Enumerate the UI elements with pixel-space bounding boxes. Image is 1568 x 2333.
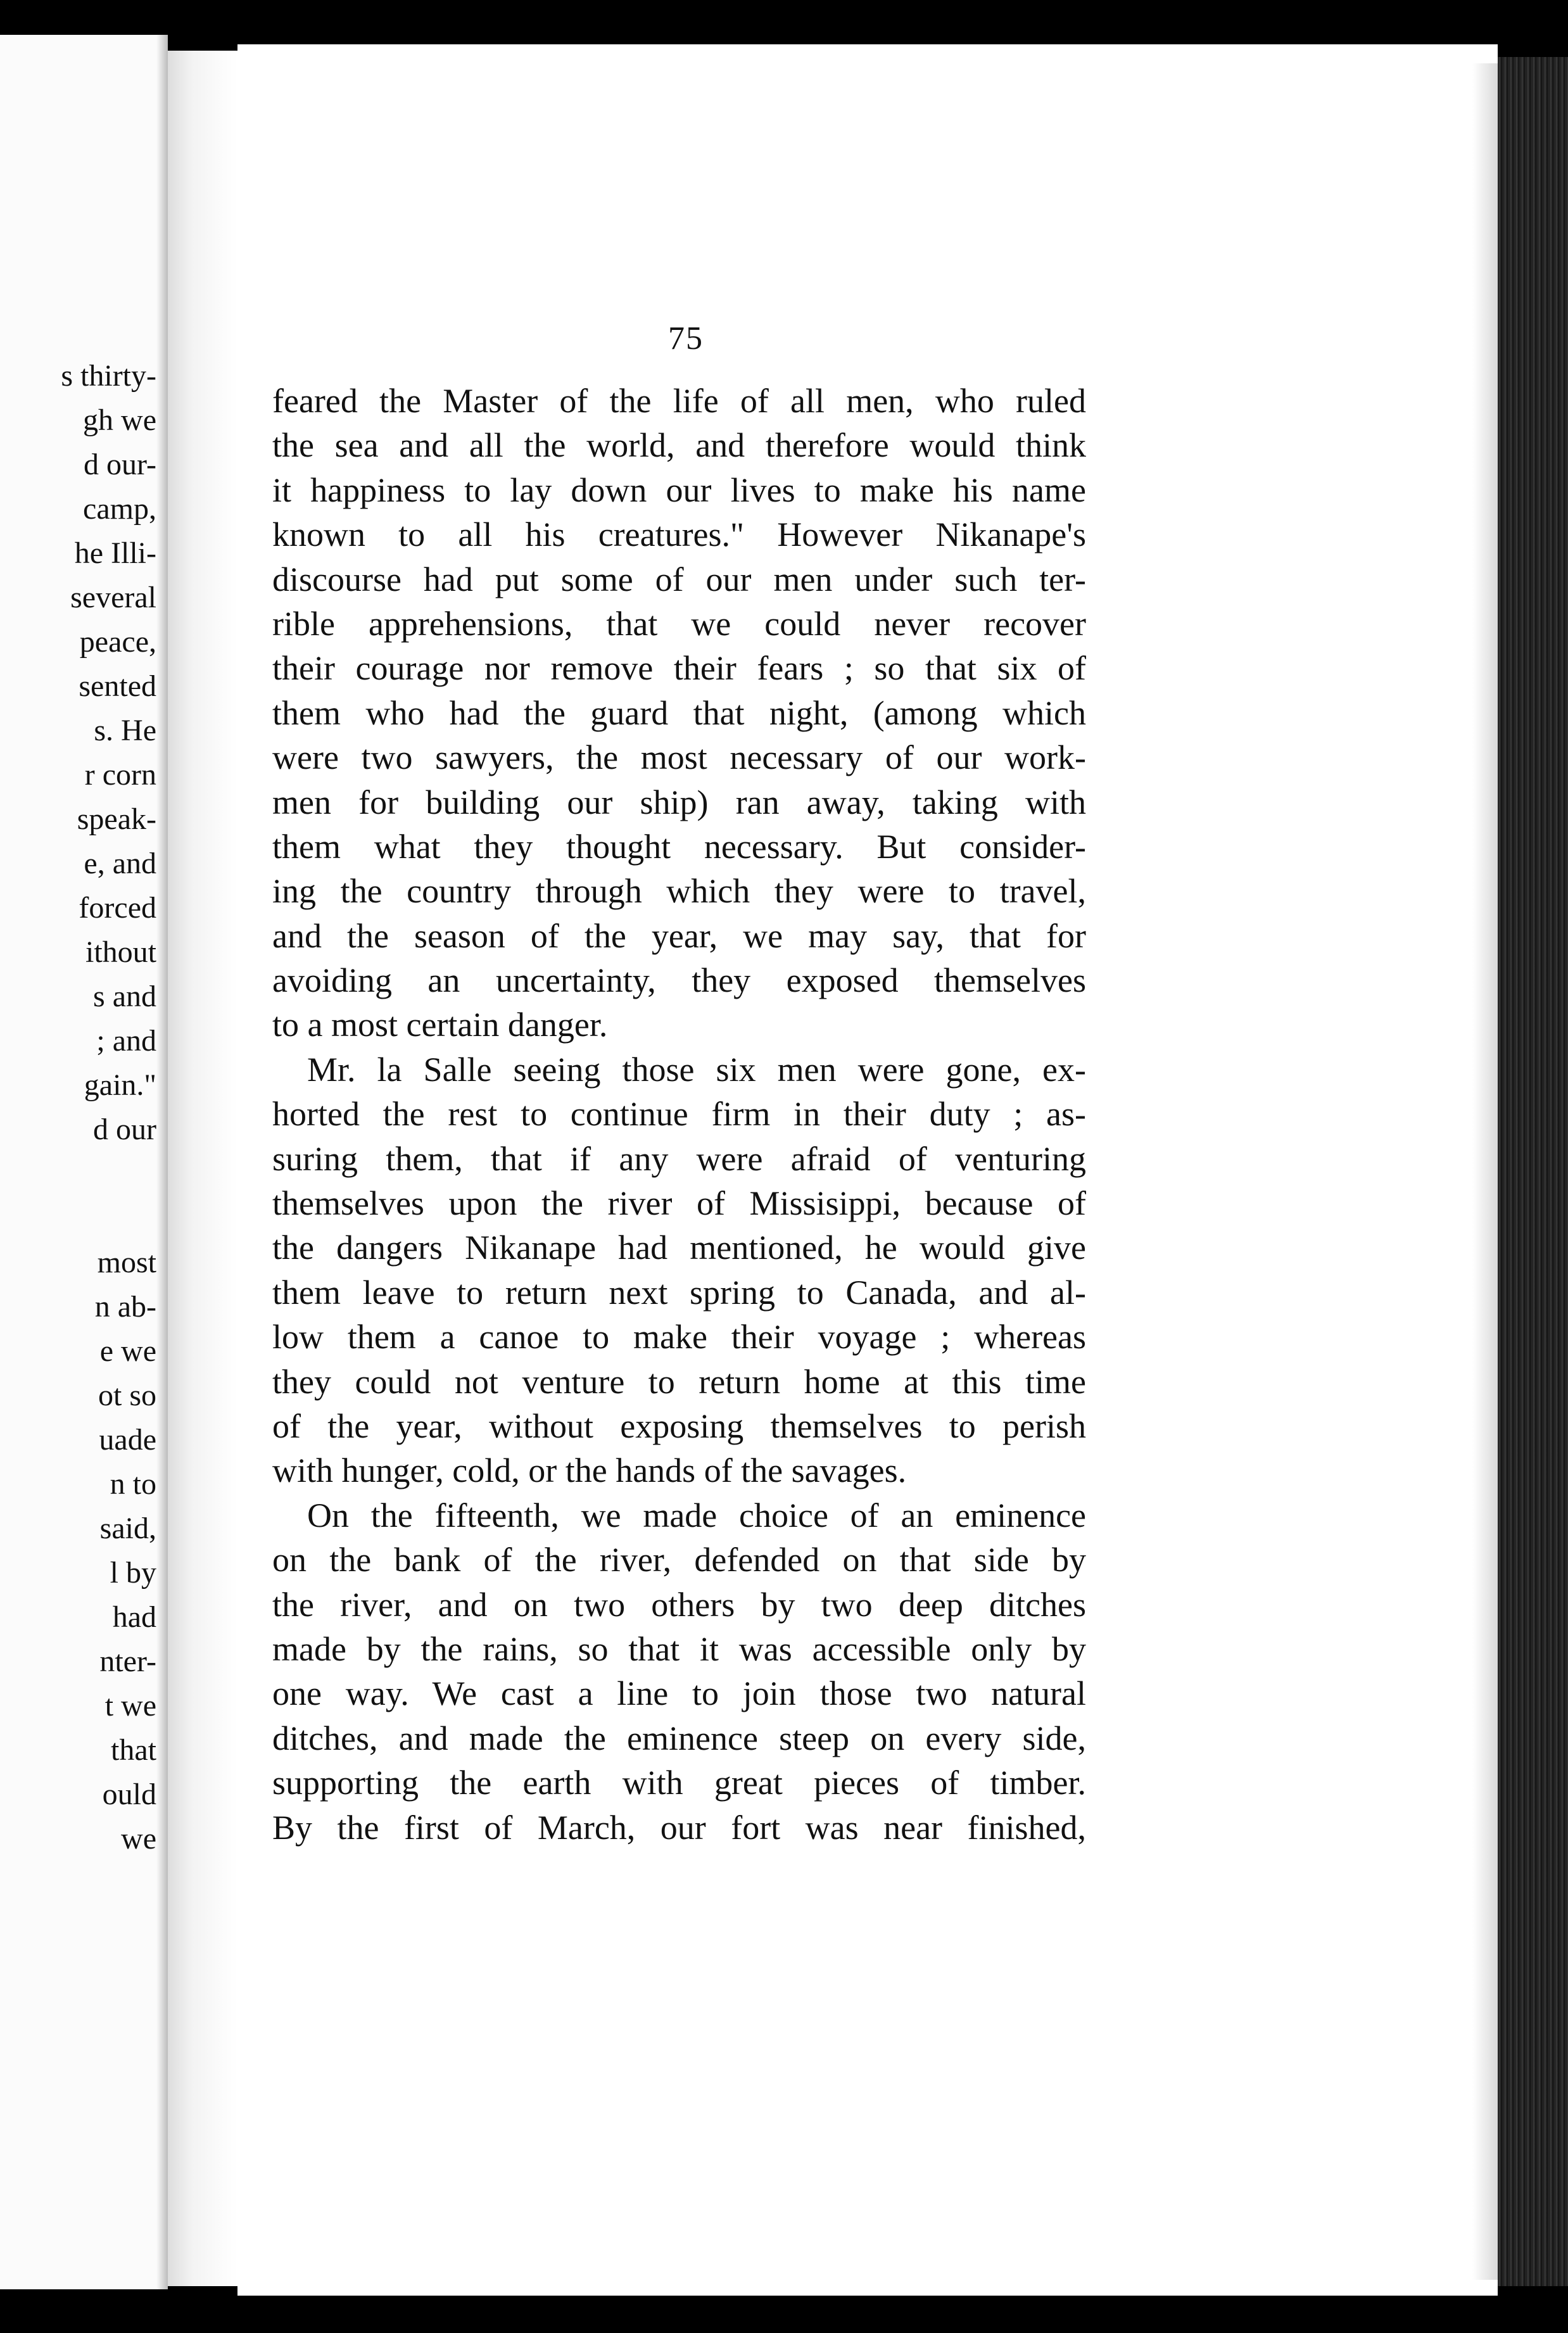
left-page-line: sented	[79, 669, 156, 703]
text-line: were two sawyers, the most necessary of our work-	[272, 738, 1086, 777]
left-page-line: ould	[102, 1778, 156, 1811]
left-page-line: n ab-	[94, 1290, 156, 1324]
text-line: to a most certain danger.	[272, 1006, 608, 1044]
left-page-line: t we	[104, 1689, 156, 1723]
text-line: On the fifteenth, we made choice of an eminence	[307, 1496, 1086, 1534]
left-page-line: forced	[79, 891, 156, 925]
text-line: men for building our ship) ran away, taking with	[272, 783, 1086, 821]
text-line: made by the rains, so that it was accessible only by	[272, 1629, 1086, 1668]
left-page-line: we	[121, 1822, 156, 1856]
book-gutter	[168, 51, 237, 2286]
left-page-line: most	[97, 1246, 156, 1279]
left-page-line: d our	[93, 1113, 156, 1146]
left-page-line: n to	[110, 1467, 156, 1501]
left-page-line: e we	[99, 1334, 156, 1368]
book-edge	[1498, 57, 1568, 2286]
left-page	[0, 35, 168, 2289]
text-line: on the bank of the river, defended on that side by	[272, 1541, 1086, 1579]
text-line: discourse had put some of our men under such ter-	[272, 560, 1086, 598]
left-page-line: speak-	[77, 802, 156, 836]
text-line: horted the rest to continue firm in their duty ; as-	[272, 1095, 1086, 1134]
text-line: their courage nor remove their fears ; so that six of	[272, 649, 1086, 688]
text-line: low them a canoe to make their voyage ; whereas	[272, 1318, 1086, 1356]
text-line: them who had the guard that night, (among which	[272, 693, 1086, 732]
text-line: the dangers Nikanape had mentioned, he would give	[272, 1229, 1086, 1267]
text-line: ditches, and made the eminence steep on every side,	[272, 1719, 1086, 1757]
text-line: ing the country through which they were to travel,	[272, 872, 1086, 911]
text-line: with hunger, cold, or the hands of the savages.	[272, 1451, 907, 1490]
left-page-line: uade	[99, 1423, 156, 1457]
text-line: supporting the earth with great pieces of timber.	[272, 1764, 1086, 1802]
page-edge-shading	[1472, 63, 1498, 2280]
text-line: and the season of the year, we may say, that for	[272, 916, 1086, 955]
left-page-line: s thirty-	[61, 359, 156, 393]
text-line: the river, and on two others by two deep ditches	[272, 1585, 1086, 1624]
left-page-line: had	[112, 1600, 156, 1634]
text-line: the sea and all the world, and therefore would think	[272, 426, 1086, 465]
text-line: feared the Master of the life of all men, who ruled	[272, 382, 1086, 420]
left-page-line: e, and	[84, 847, 156, 880]
text-line: rible apprehensions, that we could never recover	[272, 604, 1086, 643]
left-page-line: that	[111, 1733, 156, 1767]
left-page-line: s and	[93, 980, 156, 1013]
left-page-line: several	[70, 581, 156, 614]
text-line: known to all his creatures." However Nikanape's	[272, 515, 1086, 554]
left-page-line: r corn	[84, 758, 156, 792]
text-line: one way. We cast a line to join those two natural	[272, 1674, 1086, 1713]
left-page-shadow	[156, 35, 168, 2289]
left-page-line: ithout	[85, 935, 156, 969]
left-page-line: peace,	[79, 625, 156, 659]
left-page-line: gain."	[84, 1068, 156, 1102]
text-line: avoiding an uncertainty, they exposed themselves	[272, 961, 1086, 1000]
page-number: 75	[668, 320, 704, 357]
text-line: it happiness to lay down our lives to make his name	[272, 471, 1086, 509]
left-page-line: nter-	[99, 1645, 156, 1678]
text-line: Mr. la Salle seeing those six men were gone, ex-	[307, 1050, 1086, 1089]
text-line: of the year, without exposing themselves to perish	[272, 1407, 1086, 1445]
text-line: themselves upon the river of Missisippi, because of	[272, 1184, 1086, 1223]
left-page-line: gh we	[83, 403, 156, 437]
text-line: they could not venture to return home at this time	[272, 1362, 1086, 1401]
body-text	[272, 379, 1086, 1850]
text-line: them leave to return next spring to Canada, and al-	[272, 1273, 1086, 1312]
text-line: them what they thought necessary. But consider-	[272, 827, 1086, 866]
left-page-line: said,	[99, 1512, 156, 1545]
text-line: suring them, that if any were afraid of venturing	[272, 1139, 1086, 1178]
text-line: By the first of March, our fort was near finished,	[272, 1808, 1086, 1847]
left-page-line: he Illi-	[74, 536, 156, 570]
left-page-line: ot so	[98, 1379, 156, 1412]
left-page-line: camp,	[83, 492, 156, 526]
left-page-line: l by	[110, 1556, 156, 1590]
left-page-line: d our-	[83, 448, 156, 481]
left-page-line: s. He	[94, 714, 156, 747]
left-page-line: ; and	[96, 1024, 156, 1058]
